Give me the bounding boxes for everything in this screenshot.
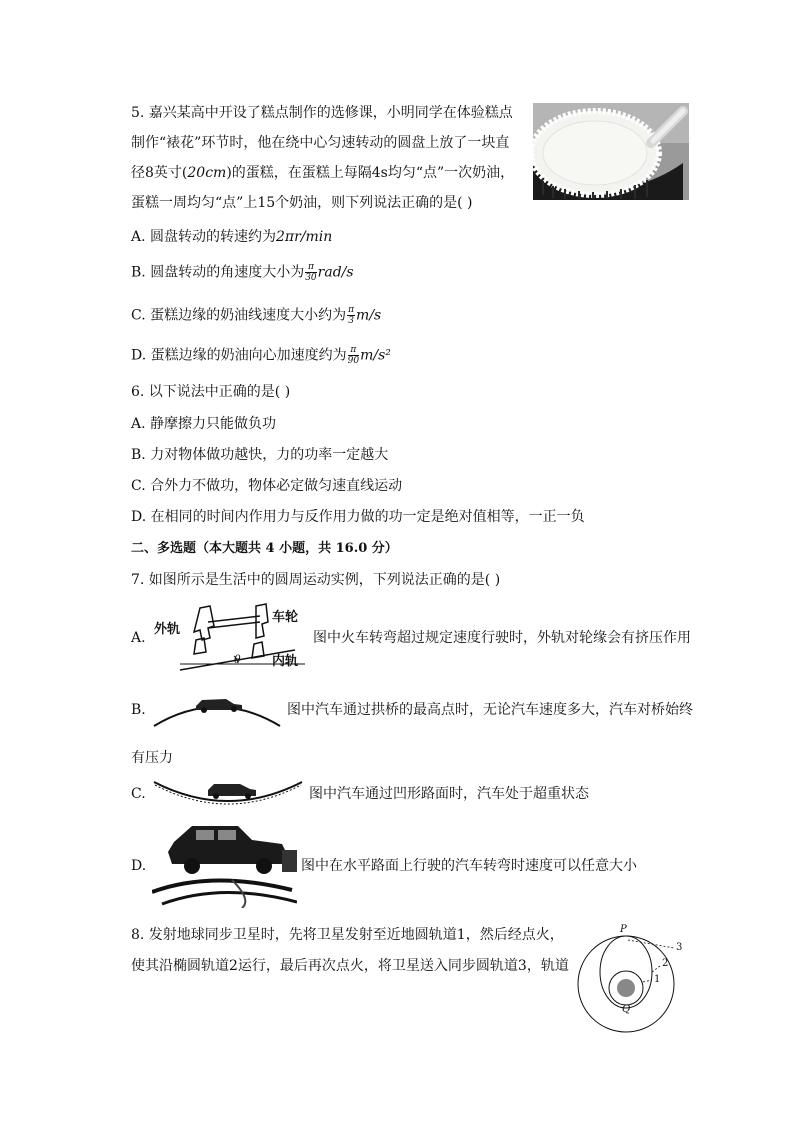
q7-option-b-letter: B.	[131, 702, 146, 718]
q7-stem: 7. 如图所示是生活中的圆周运动实例，下列说法正确的是( )	[131, 572, 501, 588]
label-outer-rail: 外轨	[154, 622, 181, 637]
q5-option-a: A. 圆盘转动的转速约为2πr/min	[131, 229, 333, 245]
q5-option-d: D. 蛋糕边缘的奶油向心加速度约为 $\frac{\pi}{90}$ m/s²	[131, 345, 391, 366]
arch-bridge-car-image	[152, 688, 282, 728]
q7-option-b: 图中汽车通过拱桥的最高点时，无论汽车速度多大，汽车对桥始终	[287, 702, 693, 718]
q5-option-b: B. 圆盘转动的角速度大小为 $\frac{\pi}{30}$ rad/s	[131, 262, 354, 283]
q7-option-d: 图中在水平路面上行驶的汽车转弯时速度可以任意大小	[301, 858, 637, 874]
label-theta: θ	[234, 653, 241, 666]
q5-line3: 径8英寸(20cm)的蛋糕，在蛋糕上每隔4s均匀“点”一次奶油，	[131, 165, 515, 181]
section-heading: 二、多选题（本大题共 4 小题，共 16.0 分）	[131, 541, 398, 556]
satellite-orbit-diagram	[576, 926, 688, 1036]
q7-option-b-continued: 有压力	[131, 750, 173, 766]
q8-line1: 8. 发射地球同步卫星时，先将卫星发射至近地圆轨道1，然后经点火，	[131, 927, 564, 943]
label-wheel: 车轮	[272, 610, 299, 625]
cake-photo	[533, 103, 689, 200]
q7-option-c: 图中汽车通过凹形路面时，汽车处于超重状态	[309, 786, 589, 802]
q7-option-a-letter: A.	[131, 630, 146, 646]
q6-stem: 6. 以下说法中正确的是( )	[131, 384, 291, 400]
train-rail-diagram	[150, 600, 310, 672]
concave-road-car-image	[152, 778, 304, 806]
q6-option-c: C. 合外力不做功，物体必定做匀速直线运动	[131, 478, 403, 494]
label-orbit-1: 1	[654, 974, 661, 985]
turning-car-image	[152, 820, 297, 908]
q8-line2: 使其沿椭圆轨道2运行，最后再次点火，将卫星送入同步圆轨道3，轨道	[131, 958, 569, 974]
q5-line2: 制作“裱花”环节时，他在绕中心匀速转动的圆盘上放了一块直	[131, 135, 510, 151]
q6-option-d: D. 在相同的时间内作用力与反作用力做的功一定是绝对值相等，一正一负	[131, 509, 585, 525]
q7-option-c-letter: C.	[131, 786, 146, 802]
label-Q: Q	[622, 1004, 631, 1015]
label-orbit-3: 3	[676, 942, 683, 953]
q5-line1: 5. 嘉兴某高中开设了糕点制作的选修课，小明同学在体验糕点	[131, 105, 513, 121]
q5-line4: 蛋糕一周均匀“点”上15个奶油，则下列说法正确的是( )	[131, 195, 473, 211]
q7-option-d-letter: D.	[131, 858, 147, 874]
q7-option-a: 图中火车转弯超过规定速度行驶时，外轨对轮缘会有挤压作用	[313, 630, 691, 646]
q6-option-b: B. 力对物体做功越快，力的功率一定越大	[131, 447, 389, 463]
q5-option-c: C. 蛋糕边缘的奶油线速度大小约为 $\frac{\pi}{3}$ m/s	[131, 305, 382, 326]
q6-option-a: A. 静摩擦力只能做负功	[131, 416, 277, 432]
label-inner-rail: 内轨	[272, 654, 299, 669]
label-orbit-2: 2	[662, 958, 669, 969]
label-P: P	[620, 924, 627, 935]
